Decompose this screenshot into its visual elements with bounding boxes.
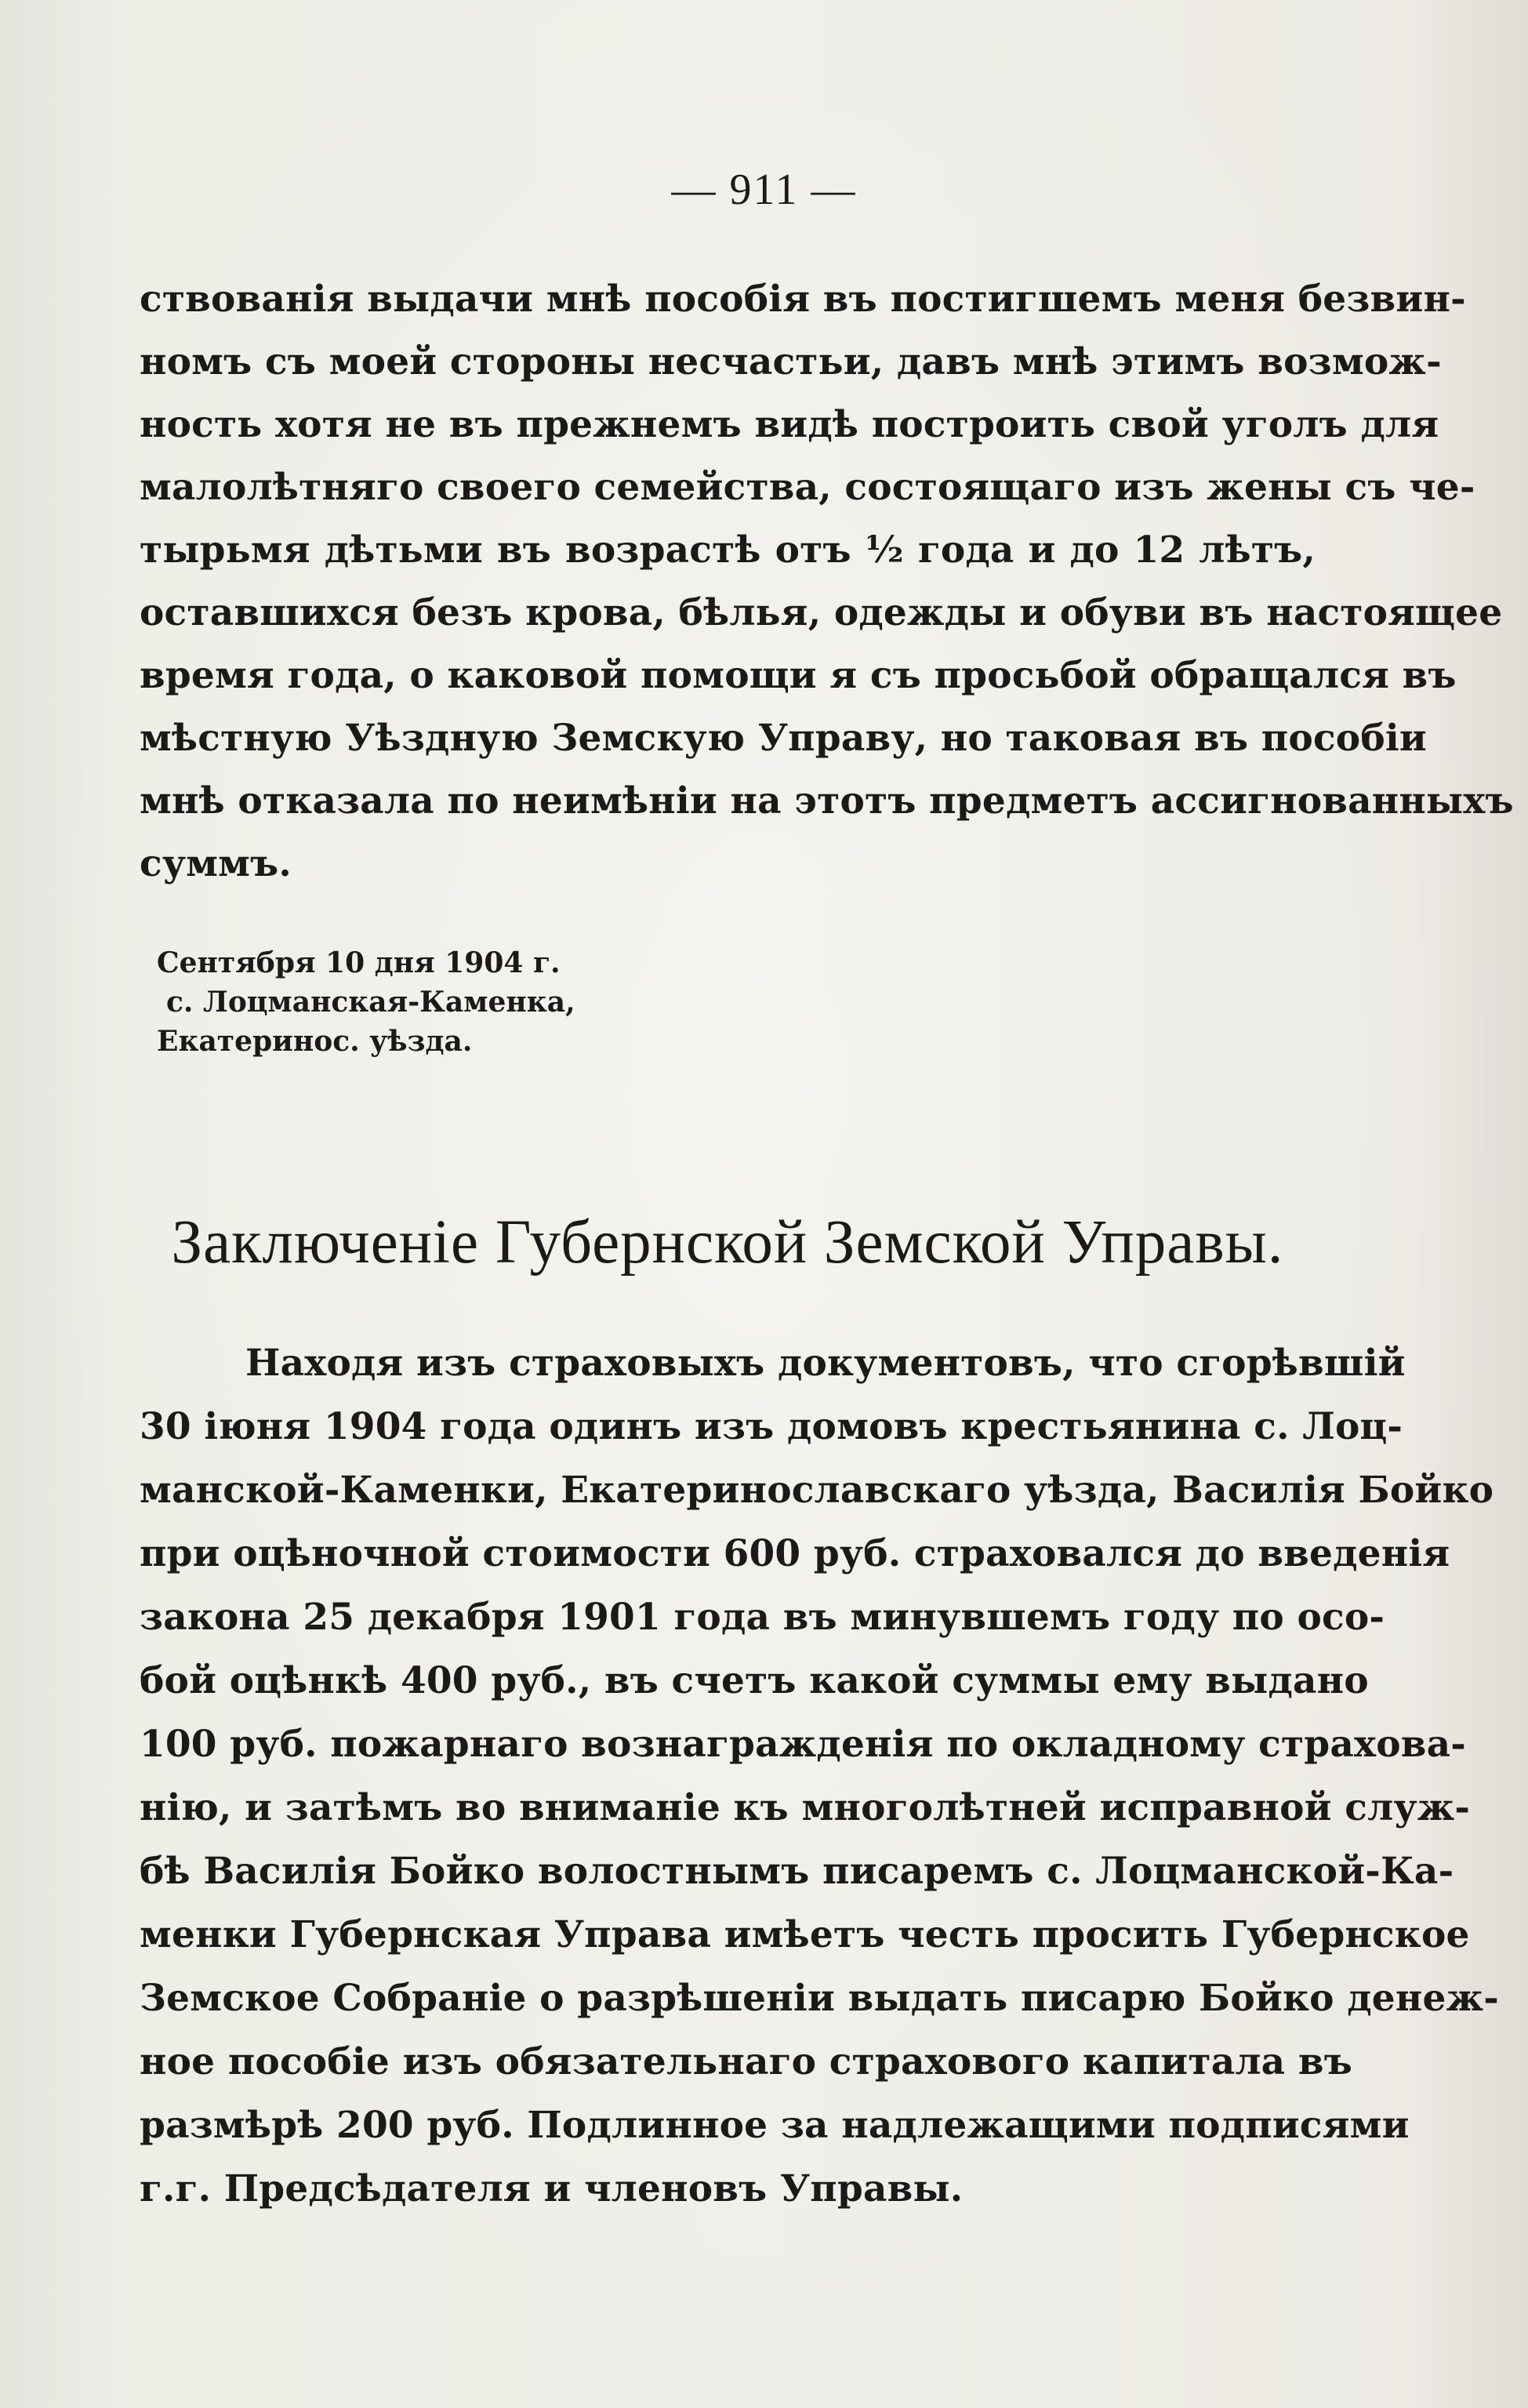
text-line: закона 25 декабря 1901 года въ минувшемъ году по осо- <box>140 1596 1385 1639</box>
signature-place: с. Лоцманская-Каменка, <box>166 986 575 1019</box>
intro-paragraph <box>140 268 1514 895</box>
text-line: при оцѣночной стоимости 600 руб. страховался до введенія <box>140 1532 1450 1575</box>
section-heading: Заключеніе Губернской Земской Управы. <box>171 1208 1284 1277</box>
text-line: 100 руб. пожарнаго вознагражденія по окладному страхова- <box>140 1723 1466 1766</box>
text-line: суммъ. <box>140 842 292 885</box>
signature-date: Сентября 10 дня 1904 г. <box>157 946 561 979</box>
text-line: 30 іюня 1904 года одинъ изъ домовъ крестьянина с. Лоц- <box>140 1405 1403 1448</box>
text-line: менки Губернская Управа имѣетъ честь просить Губернское <box>140 1913 1470 1956</box>
text-line: малолѣтняго своего семейства, состоящаго изъ жены съ че- <box>140 466 1475 509</box>
text-line: тырьмя дѣтьми въ возрастѣ отъ ½ года и до 12 лѣтъ, <box>140 528 1316 572</box>
text-line: бой оцѣнкѣ 400 руб., въ счетъ какой суммы ему выдано <box>140 1659 1369 1702</box>
text-line: г.г. Предсѣдателя и членовъ Управы. <box>140 2167 964 2210</box>
conclusion-paragraph <box>140 1331 1499 2221</box>
text-line: бѣ Василія Бойко волостнымъ писаремъ с. Лоцманской-Ка- <box>140 1850 1454 1893</box>
text-line: ное пособіе изъ обязательнаго страхового капитала въ <box>140 2040 1353 2083</box>
text-line: Земское Собраніе о разрѣшеніи выдать писарю Бойко денеж- <box>140 1977 1499 2020</box>
page-number: — 911 — <box>671 165 857 214</box>
text-line: мѣстную Уѣздную Земскую Управу, но таковая въ пособіи <box>140 717 1427 760</box>
text-line: ность хотя не въ прежнемъ видѣ построить свой уголъ для <box>140 403 1439 446</box>
text-line: манской-Каменки, Екатеринославскаго уѣзда, Василія Бойко <box>140 1469 1494 1512</box>
text-line: Находя изъ страховыхъ документовъ, что сгорѣвшій <box>245 1342 1406 1385</box>
text-line: нію, и затѣмъ во вниманіе къ многолѣтней исправной служ- <box>140 1786 1471 1829</box>
text-line: номъ съ моей стороны несчастьи, давъ мнѣ этимъ возмож- <box>140 340 1442 383</box>
text-line: мнѣ отказала по неимѣніи на этотъ предметъ ассигнованныхъ <box>140 779 1514 823</box>
text-line: время года, о каковой помощи я съ просьбой обращался въ <box>140 654 1457 697</box>
text-line: размѣрѣ 200 руб. Подлинное за надлежащими подписями <box>140 2104 1410 2147</box>
text-line: оставшихся безъ крова, бѣлья, одежды и обуви въ настоящее <box>140 591 1503 634</box>
text-line: ствованія выдачи мнѣ пособія въ постигшемъ меня безвин- <box>140 278 1466 321</box>
signature-district: Екатеринос. уѣзда. <box>157 1025 473 1058</box>
signature-block <box>157 943 575 1061</box>
